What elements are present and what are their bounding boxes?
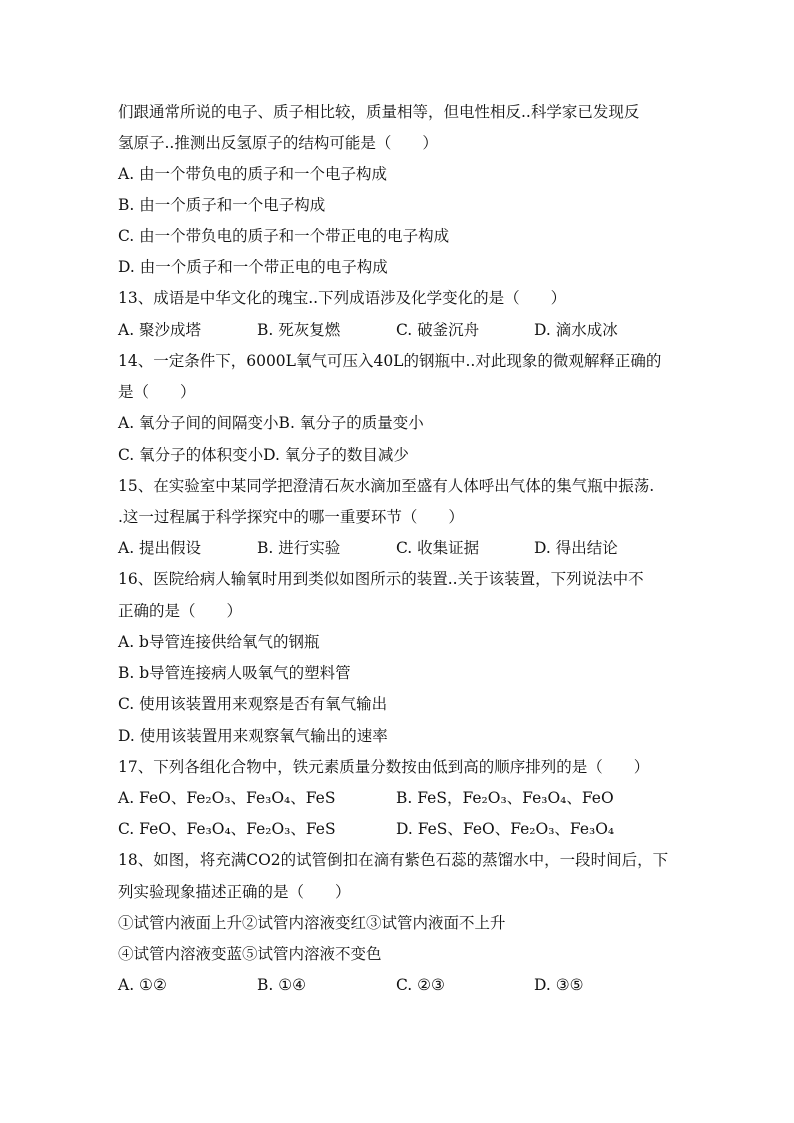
q18-statements-line-1: ①试管内液面上升②试管内溶液变红③试管内液面不上升 — [118, 914, 506, 932]
q17-stem: 17、下列各组化合物中，铁元素质量分数按由低到高的顺序排列的是（ ） — [118, 758, 650, 776]
q16-stem-line-1: 16、医院给病人输氧时用到类似如图所示的装置..关于该装置，下列说法中不 — [118, 570, 644, 588]
q15-option-c: C. 收集证据 — [396, 539, 480, 557]
q15-stem-line-2: .这一过程属于科学探究中的哪一重要环节（ ） — [118, 508, 464, 526]
q17-option-b: B. FeS，Fe₂O₃、Fe₃O₄、FeO — [396, 789, 614, 807]
q13-option-a: A. 聚沙成塔 — [118, 321, 202, 339]
q16-option-a: A. b导管连接供给氧气的钢瓶 — [118, 633, 320, 651]
q13-option-b: B. 死灰复燃 — [257, 321, 341, 339]
q18-stem-line-2: 列实验现象描述正确的是（ ） — [118, 883, 351, 901]
q18-option-b: B. ①④ — [257, 976, 307, 994]
q12-option-b: B. 由一个质子和一个电子构成 — [118, 196, 326, 214]
q13-option-d: D. 滴水成冰 — [534, 321, 618, 339]
q14-options-cd: C. 氧分子的体积变小D. 氧分子的数目减少 — [118, 446, 409, 464]
q18-statements-line-2: ④试管内溶液变蓝⑤试管内溶液不变色 — [118, 945, 382, 963]
q18-option-c: C. ②③ — [396, 976, 445, 994]
q15-option-a: A. 提出假设 — [118, 539, 202, 557]
q14-options-ab: A. 氧分子间的间隔变小B. 氧分子的质量变小 — [118, 414, 424, 432]
q14-stem-line-1: 14、一定条件下，6000L氧气可压入40L的钢瓶中..对此现象的微观解释正确的 — [118, 352, 662, 370]
q12-option-d: D. 由一个质子和一个带正电的电子构成 — [118, 258, 388, 276]
q13-option-c: C. 破釜沉舟 — [396, 321, 480, 339]
q16-stem-line-2: 正确的是（ ） — [118, 602, 243, 620]
q16-option-b: B. b导管连接病人吸氧气的塑料管 — [118, 664, 351, 682]
q12-option-a: A. 由一个带负电的质子和一个电子构成 — [118, 165, 388, 183]
q16-option-c: C. 使用该装置用来观察是否有氧气输出 — [118, 695, 388, 713]
q13-options — [118, 320, 678, 340]
q15-option-b: B. 进行实验 — [257, 539, 341, 557]
q17-option-a: A. FeO、Fe₂O₃、Fe₃O₄、FeS — [118, 789, 336, 807]
q18-option-a: A. ①② — [118, 976, 167, 994]
q18-stem-line-1: 18、如图，将充满CO2的试管倒扣在滴有紫色石蕊的蒸馏水中，一段时间后，下 — [118, 851, 669, 869]
q15-options — [118, 538, 678, 558]
q17-options-row-1 — [118, 788, 678, 808]
q12-stem-line-1: 们跟通常所说的电子、质子相比较，质量相等，但电性相反..科学家已发现反 — [118, 103, 640, 121]
q16-option-d: D. 使用该装置用来观察氧气输出的速率 — [118, 727, 388, 745]
q18-options — [118, 975, 678, 995]
q15-stem-line-1: 15、在实验室中某同学把澄清石灰水滴加至盛有人体呼出气体的集气瓶中振荡. — [118, 477, 655, 495]
q17-options-row-2 — [118, 819, 678, 839]
q18-option-d: D. ③⑤ — [534, 976, 584, 994]
q15-option-d: D. 得出结论 — [534, 539, 618, 557]
q12-stem-line-2: 氢原子..推测出反氢原子的结构可能是（ ） — [118, 134, 438, 152]
q17-option-c: C. FeO、Fe₃O₄、Fe₂O₃、FeS — [118, 820, 336, 838]
q13-stem: 13、成语是中华文化的瑰宝..下列成语涉及化学变化的是（ ） — [118, 289, 567, 307]
q14-stem-line-2: 是（ ） — [118, 383, 196, 401]
q12-option-c: C. 由一个带负电的质子和一个带正电的电子构成 — [118, 227, 450, 245]
q17-option-d: D. FeS、FeO、Fe₂O₃、Fe₃O₄ — [396, 820, 615, 838]
